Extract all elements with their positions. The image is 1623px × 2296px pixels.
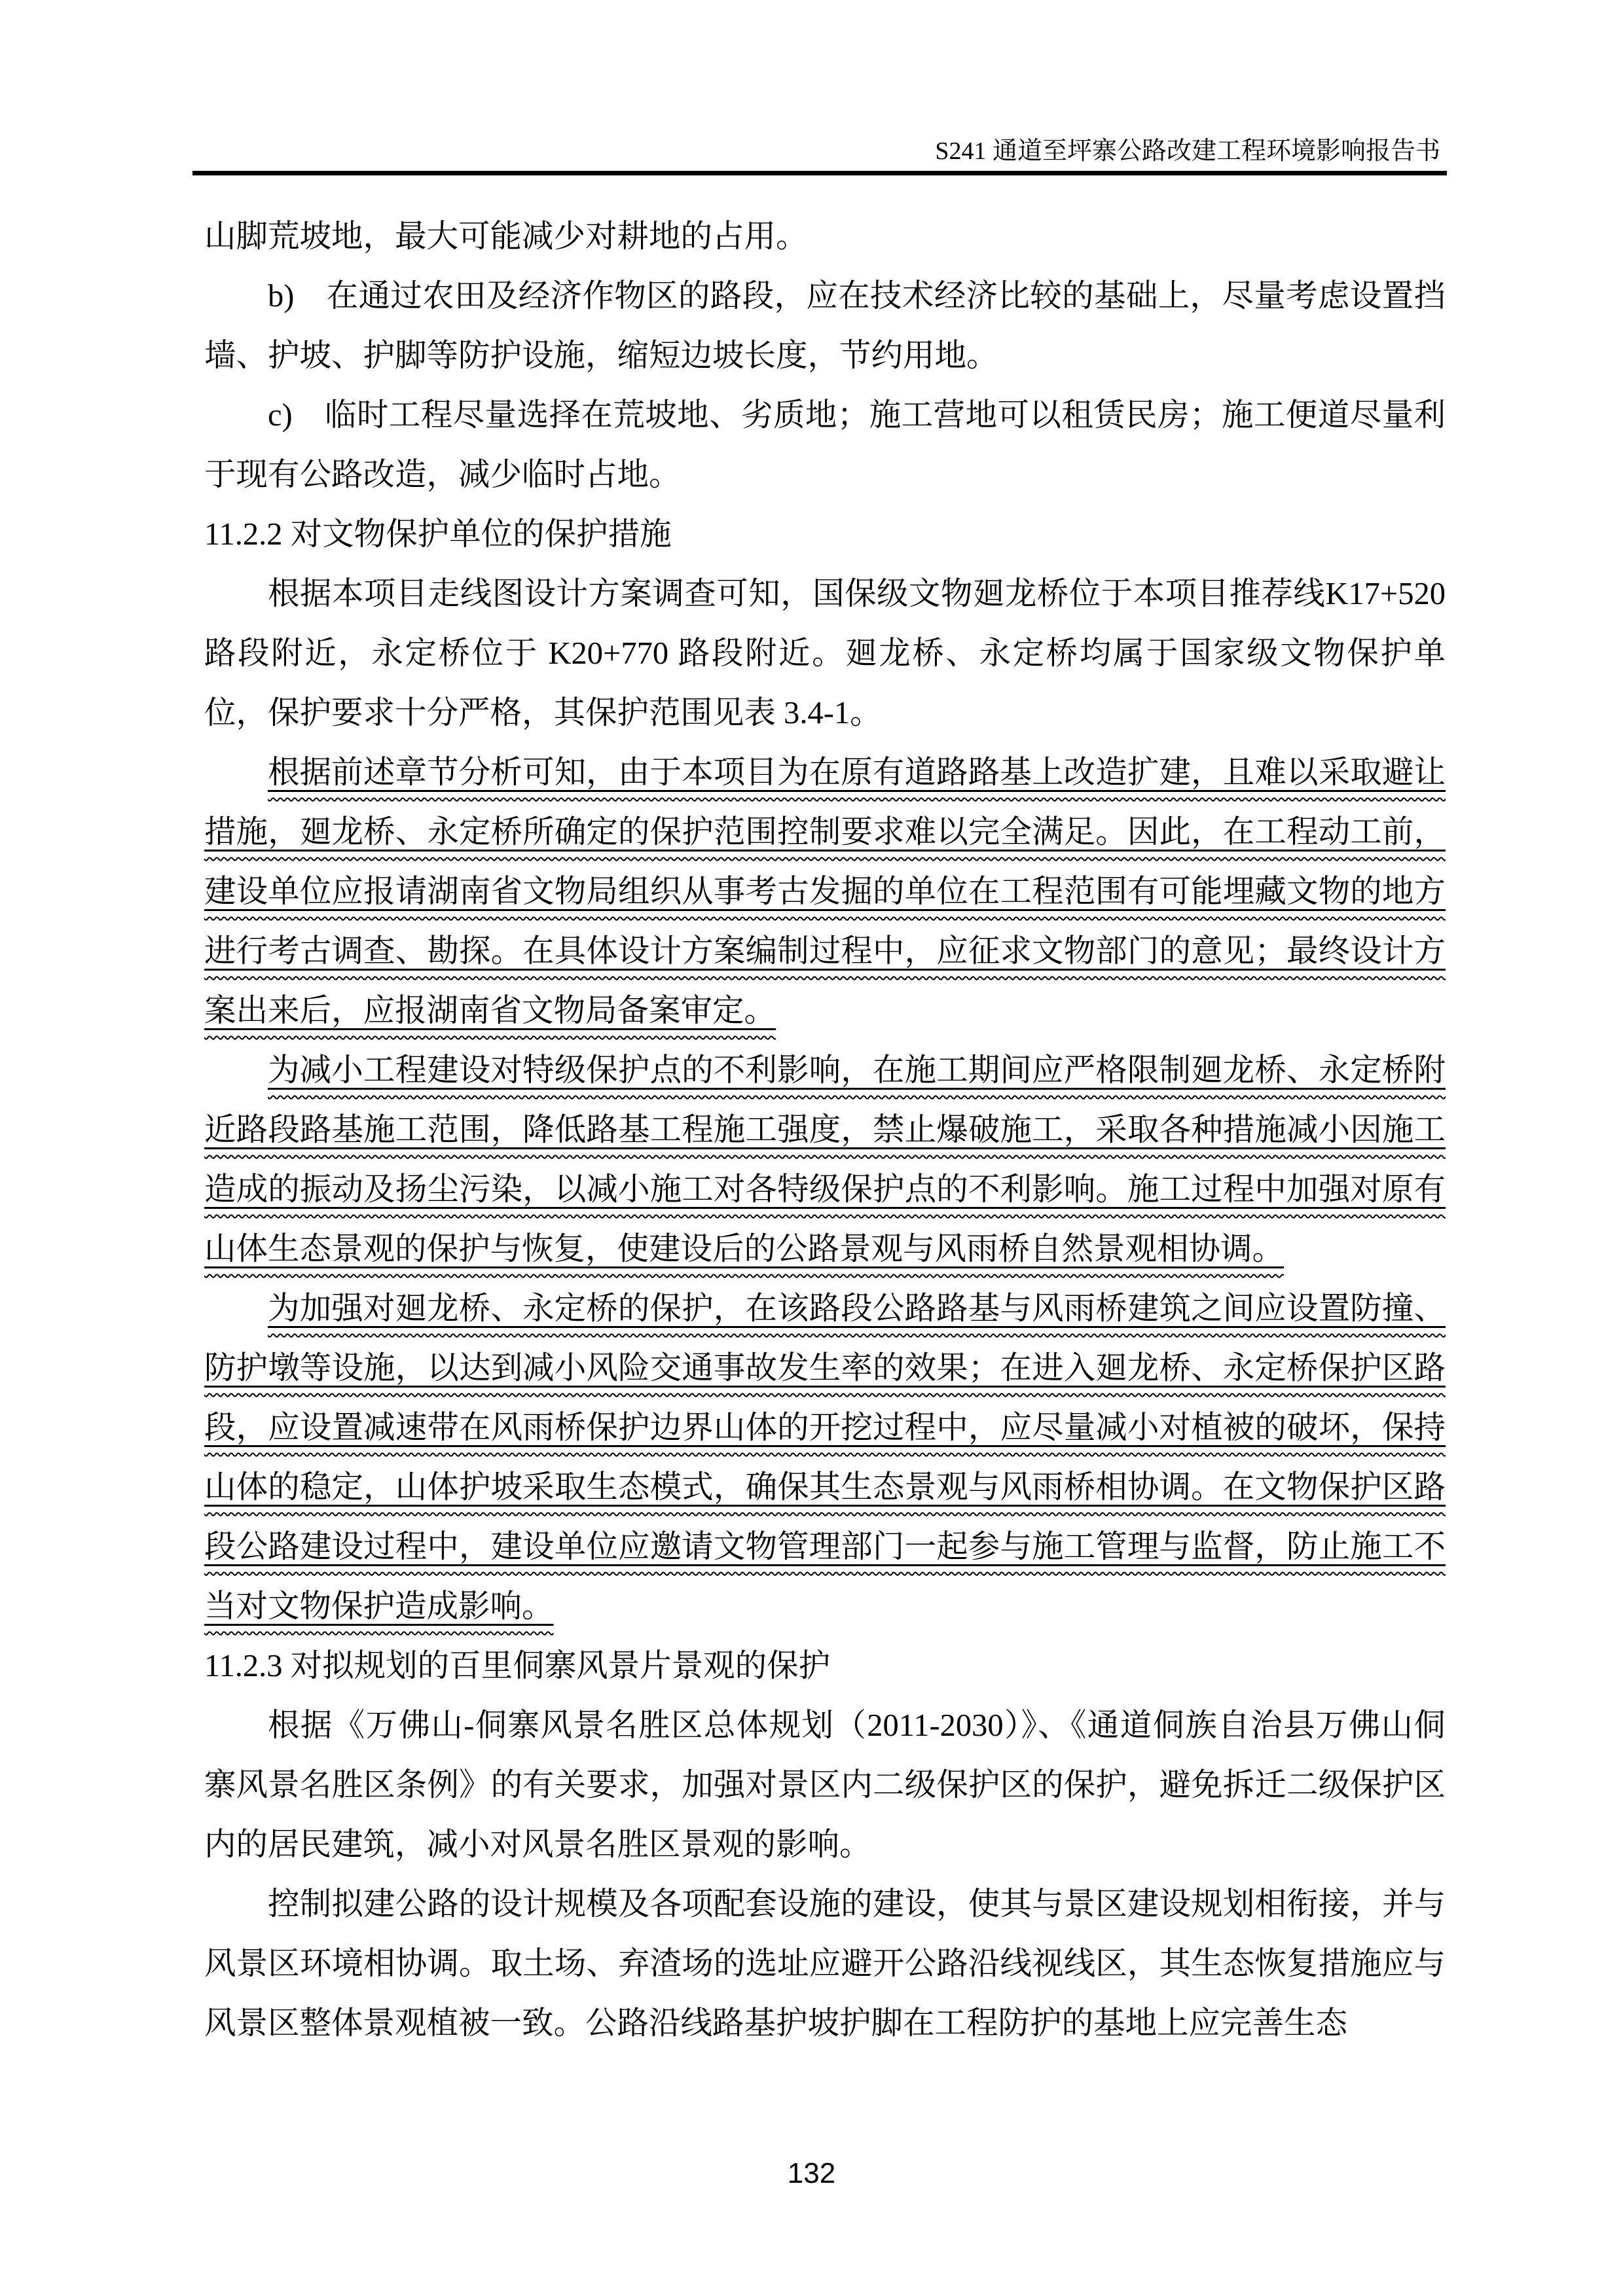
paragraph-construction-limits-revision [204, 1041, 1446, 1279]
section-heading-11-2-2: 11.2.2 对文物保护单位的保护措施 [204, 517, 672, 552]
revision-underlined-text: 为加强对廻龙桥、永定桥的保护，在该路段公路路基与风雨桥建筑之间应设置防撞、防护墩等设施，以达到减小风险交通事故发生率的效果；在进入廻龙桥、永定桥保护区路段，应设置减速带在风雨桥保护边界山体的开挖过程中，应尽量减小对植被的破坏，保持山体的稳定，山体护坡采取生态模式，确保其生态景观与风雨桥相协调。在文物保护区路段公路建设过程中，建设单位应邀请文物管理部门一起参与施工管理与监督，防止施工不当对文物保护造成影响。 [204, 1291, 1446, 1624]
header-rule [192, 171, 1447, 175]
paragraph-road-scale-control: 控制拟建公路的设计规模及各项配套设施的建设，使其与景区建设规划相衔接，并与风景区环境相协调。取土场、弃渣场的选址应避开公路沿线视线区，其生态恢复措施应与风景区整体景观植被一致。公路沿线路基护坡护脚在工程防护的基地上应完善生态 [204, 1887, 1446, 2041]
paragraph-archaeology-revision [204, 743, 1446, 1041]
paragraph-continuation: 山脚荒坡地，最大可能减少对耕地的占用。 [204, 219, 808, 254]
paragraph-scenic-area-regulations: 根据《万佛山-侗寨风景名胜区总体规划（2011-2030）》、《通道侗族自治县万佛山侗寨风景名胜区条例》的有关要求，加强对景区内二级保护区的保护，避免拆迁二级保护区内的居民建筑，减小对风景名胜区景观的影响。 [204, 1708, 1446, 1862]
revision-underlined-text: 为减小工程建设对特级保护点的不利影响，在施工期间应严格限制廻龙桥、永定桥附近路段路基施工范围，降低路基工程施工强度，禁止爆破施工，采取各种措施减小因施工造成的振动及扬尘污染，以减小施工对各特级保护点的不利影响。施工过程中加强对原有山体生态景观的保护与恢复，使建设后的公路景观与风雨桥自然景观相协调。 [204, 1053, 1446, 1266]
page-number: 132 [787, 2157, 836, 2189]
document-body [204, 207, 1446, 2053]
paragraph-bridge-protection-revision [204, 1279, 1446, 1636]
header-title: S241 通道至坪寨公路改建工程环境影响报告书 [935, 137, 1440, 165]
list-item-c: c) 临时工程尽量选择在荒坡地、劣质地；施工营地可以租赁民房；施工便道尽量利于现有公路改造，减少临时占地。 [204, 398, 1446, 492]
revision-underlined-text: 根据前述章节分析可知，由于本项目为在原有道路路基上改造扩建，且难以采取避让措施，廻龙桥、永定桥所确定的保护范围控制要求难以完全满足。因此，在工程动工前，建设单位应报请湖南省文物局组织从事考古发掘的单位在工程范围有可能埋藏文物的地方进行考古调查、勘探。在具体设计方案编制过程中，应征求文物部门的意见；最终设计方案出来后，应报湖南省文物局备案审定。 [204, 755, 1446, 1028]
section-heading-11-2-3: 11.2.3 对拟规划的百里侗寨风景片景观的保护 [204, 1649, 831, 1683]
paragraph-cultural-relics-location: 根据本项目走线图设计方案调查可知，国保级文物廻龙桥位于本项目推荐线K17+520 路段附近，永定桥位于 K20+770 路段附近。廻龙桥、永定桥均属于国家级文物保护单位，保护要求十分严格，其保护范围见表 3.4-1。 [204, 577, 1446, 730]
list-item-b: b) 在通过农田及经济作物区的路段，应在技术经济比较的基础上，尽量考虑设置挡墙、护坡、护脚等防护设施，缩短边坡长度，节约用地。 [204, 279, 1446, 373]
